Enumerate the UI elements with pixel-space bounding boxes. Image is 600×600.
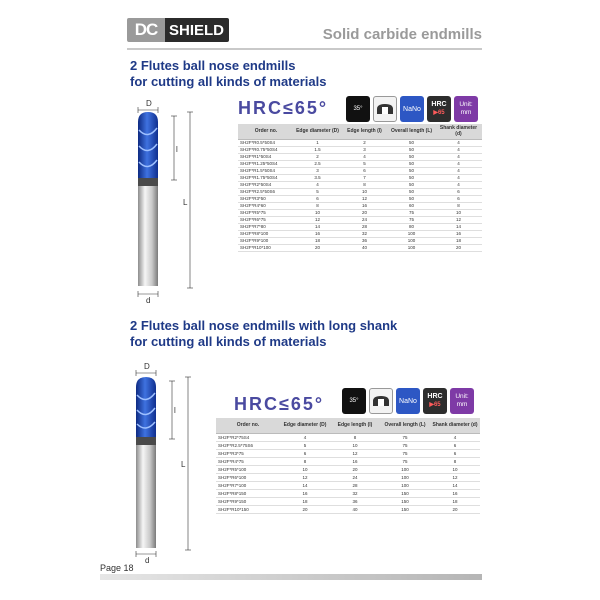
table-cell: 50 xyxy=(388,160,435,167)
order-number-cell: SH2F*R2.5*50S6 xyxy=(238,188,294,195)
order-number-cell: SH2F*R4*75 xyxy=(216,457,280,465)
table-cell: 5 xyxy=(294,188,341,195)
order-number-cell: SH2F*R10*100 xyxy=(238,244,294,251)
footer-bar xyxy=(100,574,482,580)
table-cell: 10 xyxy=(280,465,330,473)
table-cell: 8 xyxy=(430,457,480,465)
table-cell: 4 xyxy=(294,181,341,188)
col-edge-length: Edge length (l) xyxy=(330,418,380,433)
order-number-cell: SH2F*R1*50S4 xyxy=(238,153,294,160)
table-cell: 12 xyxy=(435,216,482,223)
table-row xyxy=(238,223,482,230)
table-cell: 16 xyxy=(341,202,388,209)
col-shank-diameter: Shank diameter (d) xyxy=(430,418,480,433)
unit-icon-top: Unit: xyxy=(459,101,473,108)
hardness-icon-bottom: ▶65 xyxy=(429,402,441,408)
order-number-cell: SH2F*R6*75 xyxy=(238,216,294,223)
table-cell: 100 xyxy=(380,481,430,489)
helix-angle-icon: 35° xyxy=(346,96,370,122)
table-cell: 6 xyxy=(294,195,341,202)
unit-mm-icon xyxy=(454,96,478,122)
table-cell: 100 xyxy=(388,244,435,251)
table-cell: 50 xyxy=(388,139,435,146)
table-cell: 100 xyxy=(380,473,430,481)
table-cell: 18 xyxy=(280,497,330,505)
table-cell: 7 xyxy=(341,174,388,181)
col-order-no: Order no. xyxy=(216,418,280,433)
table-cell: 2.5 xyxy=(294,160,341,167)
table-cell: 4 xyxy=(435,146,482,153)
table-cell: 24 xyxy=(341,216,388,223)
section2-spec-table xyxy=(216,418,480,514)
table-cell: 4 xyxy=(435,174,482,181)
table-header-row xyxy=(216,418,480,433)
table-cell: 10 xyxy=(341,188,388,195)
table-cell: 4 xyxy=(435,139,482,146)
table-cell: 20 xyxy=(294,244,341,251)
table-row xyxy=(216,505,480,513)
section1-badges xyxy=(346,96,478,122)
table-cell: 28 xyxy=(341,223,388,230)
table-row xyxy=(216,449,480,457)
table-cell: 4 xyxy=(435,181,482,188)
nano-coating-icon: NaNo xyxy=(396,388,420,414)
table-cell: 50 xyxy=(388,174,435,181)
order-number-cell: SH2F*R7*100 xyxy=(216,481,280,489)
section2-dim-d: d xyxy=(145,556,150,563)
order-number-cell: SH2F*R6*100 xyxy=(216,473,280,481)
section2-title-line1: 2 Flutes ball nose endmills with long shank xyxy=(130,318,398,333)
table-cell: 4 xyxy=(280,433,330,441)
table-cell: 100 xyxy=(388,230,435,237)
table-cell: 20 xyxy=(435,244,482,251)
table-cell: 8 xyxy=(341,181,388,188)
table-cell: 14 xyxy=(280,481,330,489)
table-cell: 50 xyxy=(388,167,435,174)
page-number: Page 18 xyxy=(100,563,134,573)
section1-hrc-label: HRC≤65° xyxy=(238,98,329,118)
table-cell: 18 xyxy=(430,497,480,505)
section2-title xyxy=(130,318,397,350)
table-row xyxy=(238,244,482,251)
table-cell: 20 xyxy=(430,505,480,513)
table-cell: 16 xyxy=(430,489,480,497)
table-row xyxy=(238,216,482,223)
unit-mm-icon xyxy=(450,388,474,414)
col-edge-diameter: Edge diameter (D) xyxy=(280,418,330,433)
table-cell: 75 xyxy=(388,216,435,223)
table-cell: 3 xyxy=(294,167,341,174)
header-divider xyxy=(127,48,482,50)
order-number-cell: SH2F*R2*75S4 xyxy=(216,433,280,441)
table-cell: 100 xyxy=(380,465,430,473)
table-cell: 8 xyxy=(294,202,341,209)
table-row xyxy=(216,441,480,449)
table-cell: 20 xyxy=(341,209,388,216)
table-cell: 4 xyxy=(435,167,482,174)
table-row xyxy=(216,465,480,473)
section1-dim-l: l xyxy=(176,145,178,154)
logo-text: SHIELD xyxy=(165,18,229,42)
section2-hrc-label: HRC≤65° xyxy=(234,394,325,414)
hardness-icon xyxy=(423,388,447,414)
table-row xyxy=(216,489,480,497)
table-cell: 20 xyxy=(280,505,330,513)
table-row xyxy=(238,160,482,167)
col-overall-length: Overall length (L) xyxy=(380,418,430,433)
table-row xyxy=(216,481,480,489)
table-cell: 8 xyxy=(330,433,380,441)
table-cell: 12 xyxy=(341,195,388,202)
table-cell: 6 xyxy=(341,167,388,174)
section2-dim-l: l xyxy=(174,406,176,415)
table-cell: 6 xyxy=(435,188,482,195)
section1-spec-table xyxy=(238,124,482,252)
table-cell: 5 xyxy=(341,160,388,167)
table-cell: 12 xyxy=(430,473,480,481)
table-cell: 5 xyxy=(280,441,330,449)
table-cell: 50 xyxy=(388,181,435,188)
unit-icon-top: Unit: xyxy=(455,393,469,400)
order-number-cell: SH2F*R0.75*50S4 xyxy=(238,146,294,153)
table-cell: 4 xyxy=(435,160,482,167)
table-row xyxy=(238,209,482,216)
order-number-cell: SH2F*R5*75 xyxy=(238,209,294,216)
brand-logo xyxy=(127,18,229,42)
order-number-cell: SH2F*R5*100 xyxy=(216,465,280,473)
table-row xyxy=(238,202,482,209)
table-cell: 100 xyxy=(388,237,435,244)
table-cell: 6 xyxy=(280,449,330,457)
table-header-row xyxy=(238,124,482,139)
section2-endmill-drawing xyxy=(128,363,198,563)
table-row xyxy=(238,174,482,181)
table-cell: 24 xyxy=(330,473,380,481)
table-cell: 16 xyxy=(280,489,330,497)
table-cell: 50 xyxy=(388,188,435,195)
table-cell: 8 xyxy=(435,202,482,209)
table-cell: 12 xyxy=(330,449,380,457)
section1-title-line2: for cutting all kinds of materials xyxy=(130,74,327,89)
table-cell: 50 xyxy=(388,195,435,202)
table-cell: 75 xyxy=(380,449,430,457)
section1-title xyxy=(130,58,326,90)
table-cell: 6 xyxy=(430,441,480,449)
table-row xyxy=(216,497,480,505)
section2-dim-D: D xyxy=(144,363,150,371)
order-number-cell: SH2F*R1.25*50S4 xyxy=(238,160,294,167)
table-cell: 75 xyxy=(380,441,430,449)
table-cell: 10 xyxy=(294,209,341,216)
table-cell: 32 xyxy=(341,230,388,237)
table-cell: 16 xyxy=(435,230,482,237)
table-cell: 4 xyxy=(435,153,482,160)
unit-icon-bottom: mm xyxy=(460,109,472,116)
table-cell: 36 xyxy=(330,497,380,505)
order-number-cell: SH2F*R3*50 xyxy=(238,195,294,202)
table-cell: 36 xyxy=(341,237,388,244)
table-row xyxy=(238,195,482,202)
table-cell: 10 xyxy=(430,465,480,473)
logo-mark: DC xyxy=(127,18,165,42)
table-row xyxy=(238,139,482,146)
hardness-icon-bottom: ▶65 xyxy=(433,110,445,116)
col-edge-diameter: Edge diameter (D) xyxy=(294,124,341,139)
table-cell: 14 xyxy=(430,481,480,489)
nano-coating-icon: NaNo xyxy=(400,96,424,122)
table-cell: 12 xyxy=(294,216,341,223)
section2-badges xyxy=(342,388,474,414)
order-number-cell: SH2F*R3*75 xyxy=(216,449,280,457)
table-cell: 1.5 xyxy=(294,146,341,153)
order-number-cell: SH2F*R4*60 xyxy=(238,202,294,209)
ball-nose-shape-icon xyxy=(369,388,393,414)
table-cell: 150 xyxy=(380,505,430,513)
table-cell: 14 xyxy=(294,223,341,230)
table-cell: 4 xyxy=(341,153,388,160)
table-cell: 10 xyxy=(330,441,380,449)
section2-dim-L: L xyxy=(181,460,186,469)
order-number-cell: SH2F*R8*100 xyxy=(238,230,294,237)
table-row xyxy=(216,433,480,441)
table-cell: 1 xyxy=(294,139,341,146)
section1-endmill-drawing xyxy=(130,100,200,305)
section1-dim-D: D xyxy=(146,100,152,108)
table-cell: 3 xyxy=(341,146,388,153)
table-cell: 40 xyxy=(341,244,388,251)
table-cell: 40 xyxy=(330,505,380,513)
order-number-cell: SH2F*R2*50S4 xyxy=(238,181,294,188)
col-order-no: Order no. xyxy=(238,124,294,139)
section1-title-line1: 2 Flutes ball nose endmills xyxy=(130,58,296,73)
page-header xyxy=(0,0,600,50)
order-number-cell: SH2F*R8*150 xyxy=(216,489,280,497)
helix-angle-icon: 35° xyxy=(342,388,366,414)
table-cell: 50 xyxy=(388,153,435,160)
order-number-cell: SH2F*R9*150 xyxy=(216,497,280,505)
order-number-cell: SH2F*R9*100 xyxy=(238,237,294,244)
table-row xyxy=(238,181,482,188)
unit-icon-bottom: mm xyxy=(456,401,468,408)
table-cell: 32 xyxy=(330,489,380,497)
section1-dim-d: d xyxy=(146,296,151,305)
table-cell: 28 xyxy=(330,481,380,489)
section2-title-line2: for cutting all kinds of materials xyxy=(130,334,327,349)
hardness-icon-top: HRC xyxy=(427,393,443,400)
col-edge-length: Edge length (l) xyxy=(341,124,388,139)
table-cell: 150 xyxy=(380,489,430,497)
table-cell: 75 xyxy=(380,433,430,441)
catalog-title: Solid carbide endmills xyxy=(322,26,482,43)
table-cell: 150 xyxy=(380,497,430,505)
table-row xyxy=(238,167,482,174)
table-row xyxy=(216,457,480,465)
col-shank-diameter: Shank diameter (d) xyxy=(435,124,482,139)
table-cell: 16 xyxy=(330,457,380,465)
table-cell: 4 xyxy=(430,433,480,441)
order-number-cell: SH2F*R0.5*50S4 xyxy=(238,139,294,146)
table-row xyxy=(238,146,482,153)
table-cell: 75 xyxy=(380,457,430,465)
table-row xyxy=(216,473,480,481)
table-cell: 50 xyxy=(388,146,435,153)
table-cell: 12 xyxy=(280,473,330,481)
table-row xyxy=(238,188,482,195)
order-number-cell: SH2F*R2.5*75S6 xyxy=(216,441,280,449)
table-cell: 10 xyxy=(435,209,482,216)
table-cell: 80 xyxy=(388,223,435,230)
table-cell: 6 xyxy=(430,449,480,457)
table-cell: 20 xyxy=(330,465,380,473)
hardness-icon xyxy=(427,96,451,122)
table-cell: 3.5 xyxy=(294,174,341,181)
table-cell: 60 xyxy=(388,202,435,209)
hardness-icon-top: HRC xyxy=(431,101,447,108)
table-cell: 8 xyxy=(280,457,330,465)
table-cell: 14 xyxy=(435,223,482,230)
order-number-cell: SH2F*R7*80 xyxy=(238,223,294,230)
section1-dim-L: L xyxy=(183,198,188,207)
ball-nose-shape-icon xyxy=(373,96,397,122)
order-number-cell: SH2F*R1.5*50S4 xyxy=(238,167,294,174)
table-cell: 18 xyxy=(435,237,482,244)
table-cell: 2 xyxy=(341,139,388,146)
table-cell: 2 xyxy=(294,153,341,160)
order-number-cell: SH2F*R1.75*50S4 xyxy=(238,174,294,181)
table-cell: 6 xyxy=(435,195,482,202)
table-cell: 18 xyxy=(294,237,341,244)
table-row xyxy=(238,230,482,237)
col-overall-length: Overall length (L) xyxy=(388,124,435,139)
table-row xyxy=(238,237,482,244)
table-cell: 75 xyxy=(388,209,435,216)
table-row xyxy=(238,153,482,160)
order-number-cell: SH2F*R10*150 xyxy=(216,505,280,513)
table-cell: 16 xyxy=(294,230,341,237)
